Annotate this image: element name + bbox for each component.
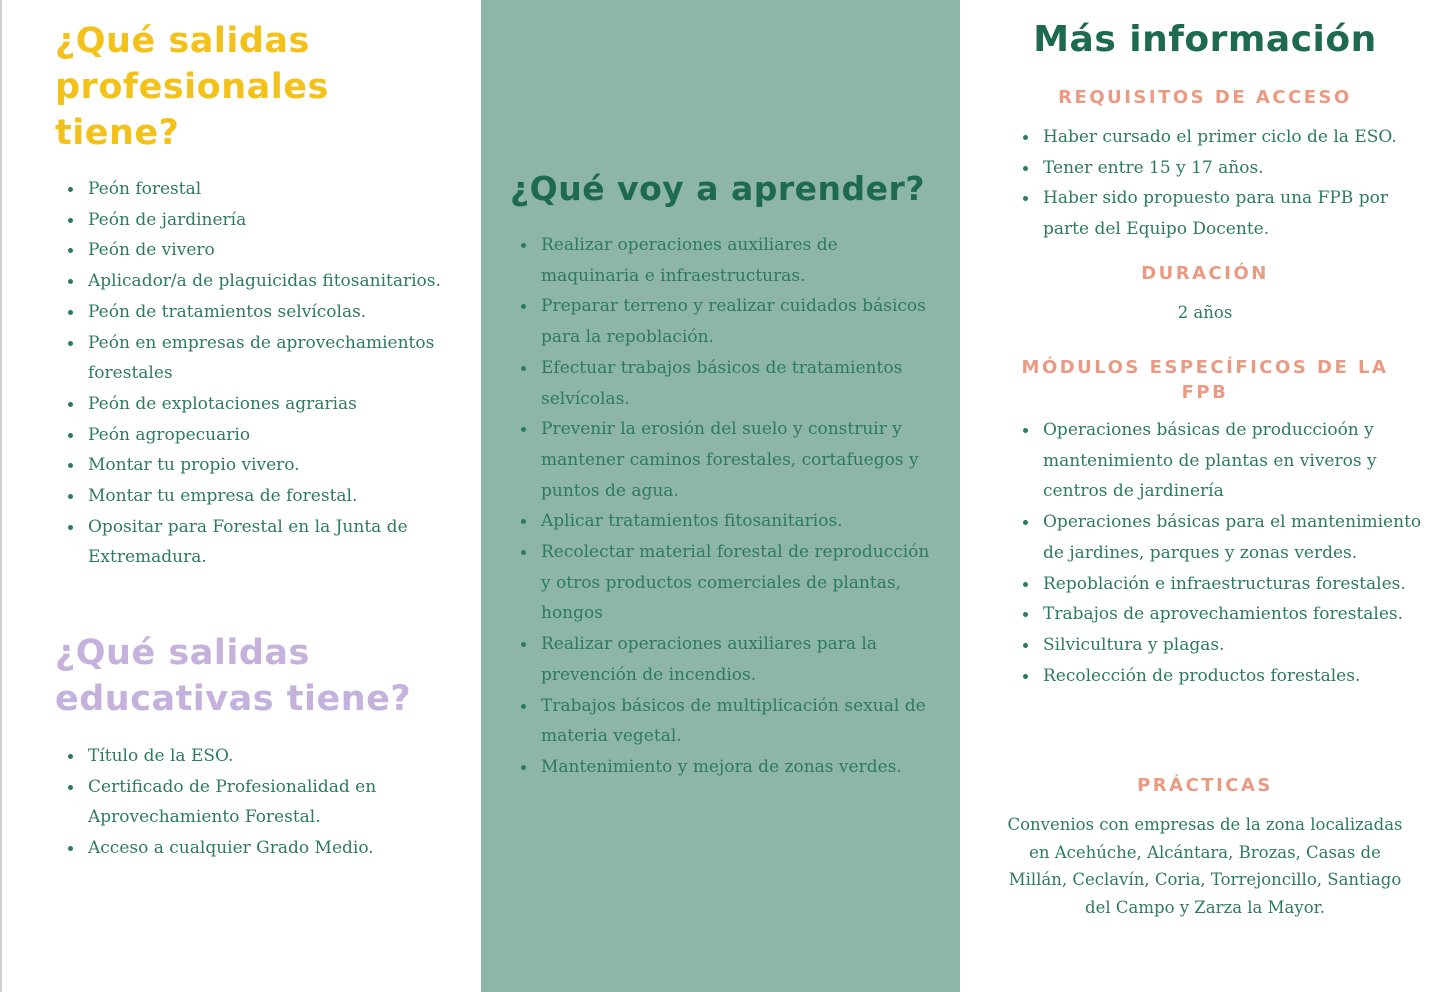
professional-outlets-heading: ¿Qué salidas profesionales tiene? <box>55 21 329 153</box>
access-requirements-list <box>1023 122 1433 245</box>
list-item: Operaciones básicas para el mantenimiento de jardines, parques y zonas verdes. <box>1023 507 1433 568</box>
modules-title: MÓDULOS ESPECÍFICOS DE LA FPB <box>1021 357 1389 403</box>
duration-title: DURACIÓN <box>1141 263 1269 284</box>
list-item: Montar tu propio vivero. <box>68 450 448 481</box>
list-item: Opositar para Forestal en la Junta de Extremadura. <box>68 512 448 573</box>
educational-outlets-heading: ¿Qué salidas educativas tiene? <box>55 633 412 719</box>
list-item: Peón de jardinería <box>68 205 448 236</box>
list-item: Peón de tratamientos selvícolas. <box>68 297 448 328</box>
list-item: Peón en empresas de aprovechamientos forestales <box>68 328 448 389</box>
access-requirements-title: REQUISITOS DE ACCESO <box>1058 87 1352 108</box>
more-info-heading: Más información <box>1033 19 1377 60</box>
practices-title: PRÁCTICAS <box>1137 775 1273 796</box>
list-item: Aplicador/a de plaguicidas fitosanitarios. <box>68 266 448 297</box>
list-item: Aplicar tratamientos fitosanitarios. <box>521 506 941 537</box>
list-item: Mantenimiento y mejora de zonas verdes. <box>521 752 941 783</box>
list-item: Acceso a cualquier Grado Medio. <box>68 833 448 864</box>
what-will-i-learn-heading: ¿Qué voy a aprender? <box>510 169 925 208</box>
list-item: Peón forestal <box>68 174 448 205</box>
list-item: Efectuar trabajos básicos de tratamientos selvícolas. <box>521 353 941 414</box>
list-item: Peón agropecuario <box>68 420 448 451</box>
list-item: Tener entre 15 y 17 años. <box>1023 153 1433 184</box>
list-item: Haber sido propuesto para una FPB por parte del Equipo Docente. <box>1023 183 1433 244</box>
learning-list <box>521 230 941 783</box>
list-item: Montar tu empresa de forestal. <box>68 481 448 512</box>
middle-column <box>481 0 960 992</box>
list-item: Recolectar material forestal de reproducción y otros productos comerciales de plantas, hongos <box>521 537 941 629</box>
list-item: Trabajos básicos de multiplicación sexual de materia vegetal. <box>521 691 941 752</box>
list-item: Realizar operaciones auxiliares para la prevención de incendios. <box>521 629 941 690</box>
list-item: Título de la ESO. <box>68 741 448 772</box>
list-item: Repoblación e infraestructuras forestales. <box>1023 569 1433 600</box>
duration-value: 2 años <box>1177 303 1233 322</box>
list-item: Recolección de productos forestales. <box>1023 661 1433 692</box>
list-item: Prevenir la erosión del suelo y construir y mantener caminos forestales, cortafuegos y puntos de agua. <box>521 414 941 506</box>
list-item: Peón de explotaciones agrarias <box>68 389 448 420</box>
educational-outlets-list <box>68 741 448 864</box>
list-item: Certificado de Profesionalidad en Aprovechamiento Forestal. <box>68 772 448 833</box>
right-column <box>960 0 1440 992</box>
list-item: Peón de vivero <box>68 235 448 266</box>
list-item: Operaciones básicas de produccioón y mantenimiento de plantas en viveros y centros de jardinería <box>1023 415 1433 507</box>
list-item: Haber cursado el primer ciclo de la ESO. <box>1023 122 1433 153</box>
list-item: Realizar operaciones auxiliares de maquinaria e infraestructuras. <box>521 230 941 291</box>
left-column <box>0 0 481 992</box>
professional-outlets-list <box>68 174 448 573</box>
list-item: Preparar terreno y realizar cuidados básicos para la repoblación. <box>521 291 941 352</box>
practices-text: Convenios con empresas de la zona localizadas en Acehúche, Alcántara, Brozas, Casas de Millán, Ceclavín, Coria, Torrejoncillo, Santiago del Campo y Zarza la Mayor. <box>1007 815 1403 917</box>
list-item: Silvicultura y plagas. <box>1023 630 1433 661</box>
modules-list <box>1023 415 1433 691</box>
list-item: Trabajos de aprovechamientos forestales. <box>1023 599 1433 630</box>
